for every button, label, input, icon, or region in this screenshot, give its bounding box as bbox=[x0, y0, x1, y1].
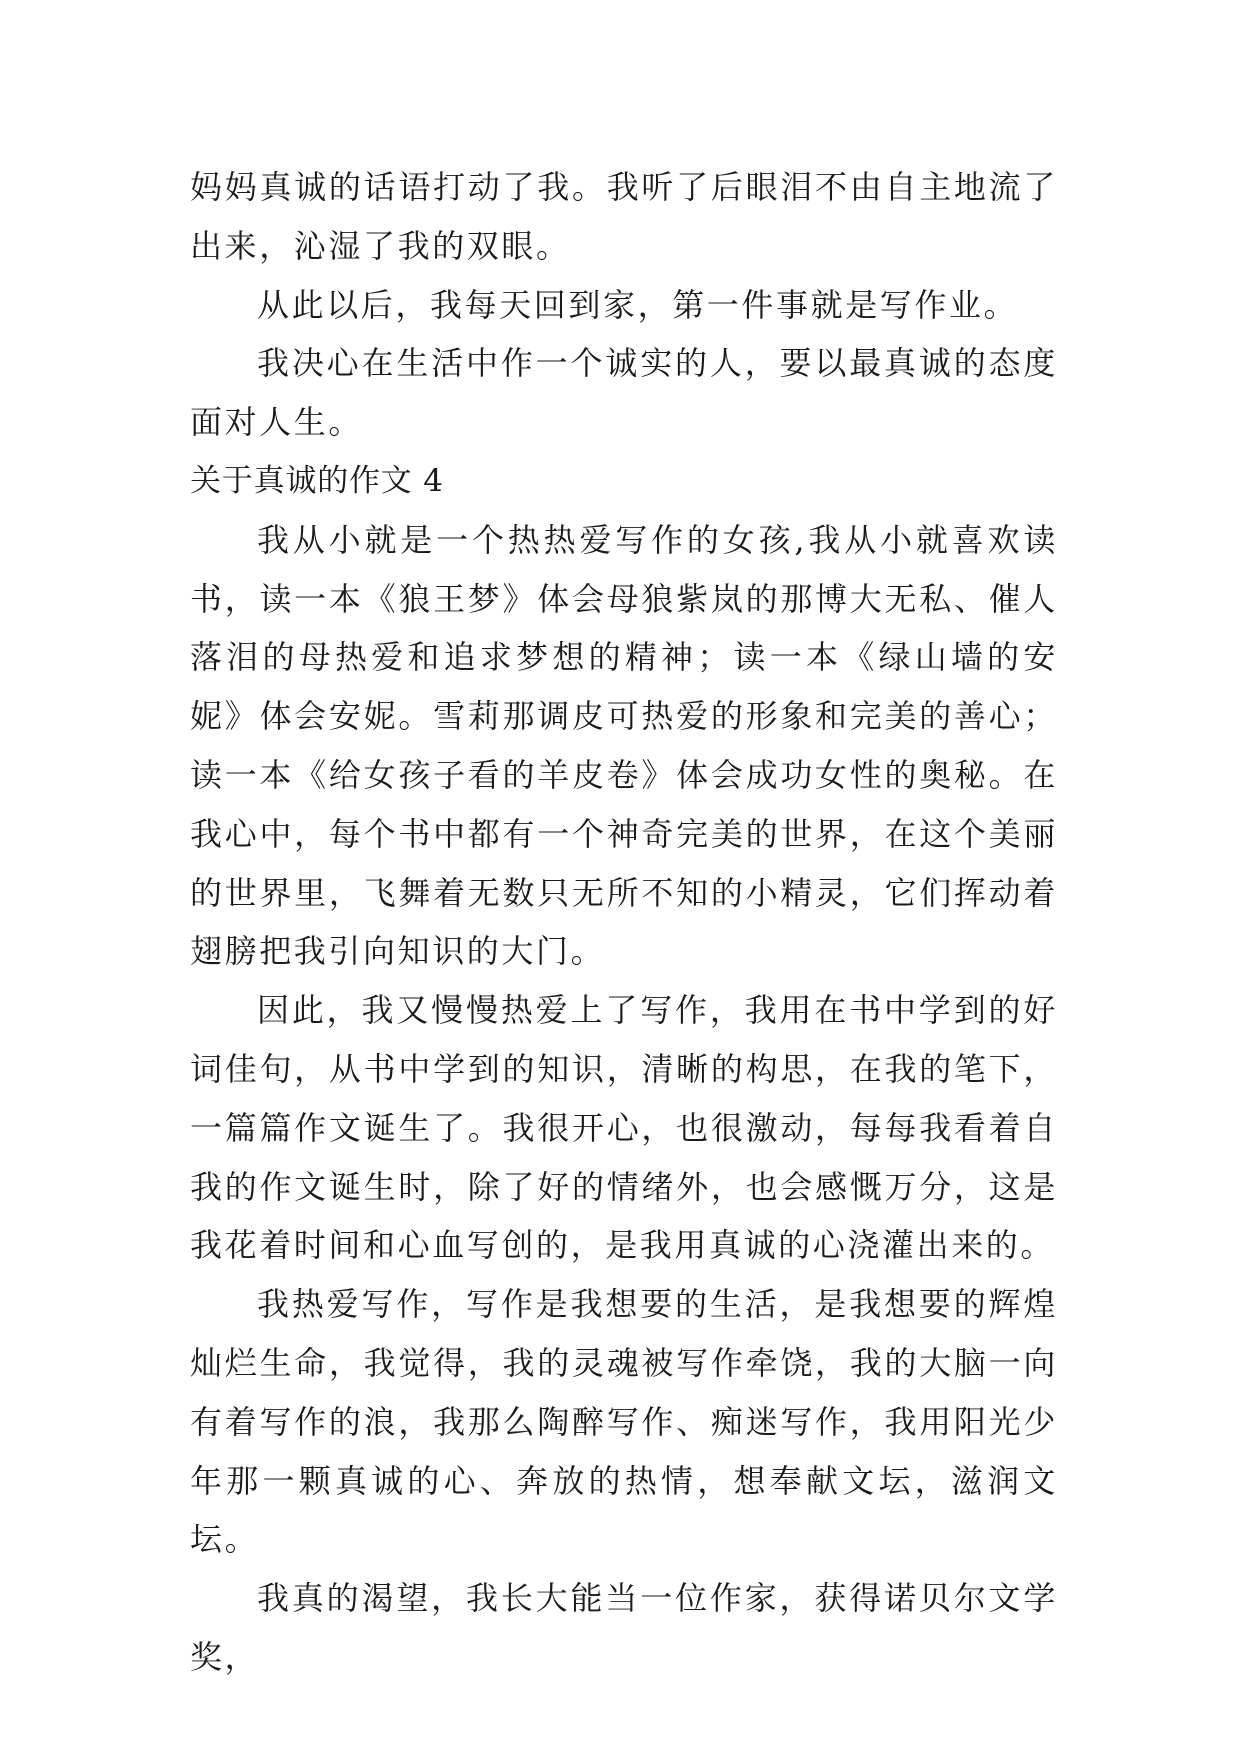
paragraph-love-writing: 因此，我又慢慢热爱上了写作，我用在书中学到的好词佳句，从书中学到的知识，清晰的构思，在我的笔下，一篇篇作文诞生了。我很开心，也很激动，每每我看着自我的作文诞生时，除了好的情绪外，也会感慨万分，这是我花着时间和心血写创的，是我用真诚的心浇灌出来的。 bbox=[190, 991, 1058, 1265]
section-heading: 关于真诚的作文 4 bbox=[190, 462, 444, 499]
paragraph-honest-resolve: 我决心在生活中作一个诚实的人，要以最真诚的态度面对人生。 bbox=[190, 344, 1058, 442]
paragraph-homework: 从此以后，我每天回到家，第一件事就是写作业。 bbox=[257, 285, 1019, 324]
paragraph-dream: 我真的渴望，我长大能当一位作家，获得诺贝尔文学奖， bbox=[190, 1579, 1058, 1676]
paragraph-writing-life: 我热爱写作，写作是我想要的生活，是我想要的辉煌灿烂生命，我觉得，我的灵魂被写作牵饶，我的大脑一向有着写作的浪，我那么陶醉写作、痴迷写作，我用阳光少年那一颗真诚的心、奔放的热情，想奉献文坛，滋润文坛。 bbox=[190, 1285, 1058, 1559]
paragraph-love-reading: 我从小就是一个热热爱写作的女孩,我从小就喜欢读书，读一本《狼王梦》体会母狼紫岚的那博大无私、催人落泪的母热爱和追求梦想的精神；读一本《绿山墙的安妮》体会安妮。雪莉那调皮可热爱的形象和完美的善心；读一本《给女孩子看的羊皮卷》体会成功女性的奥秘。在我心中，每个书中都有一个神奇完美的世界，在这个美丽的世界里，飞舞着无数只无所不知的小精灵，它们挥动着翅膀把我引向知识的大门。 bbox=[190, 520, 1058, 971]
document-page bbox=[190, 158, 1058, 1687]
paragraph-mother-words: 妈妈真诚的话语打动了我。我听了后眼泪不由自主地流了出来，沁湿了我的双眼。 bbox=[190, 168, 1058, 265]
